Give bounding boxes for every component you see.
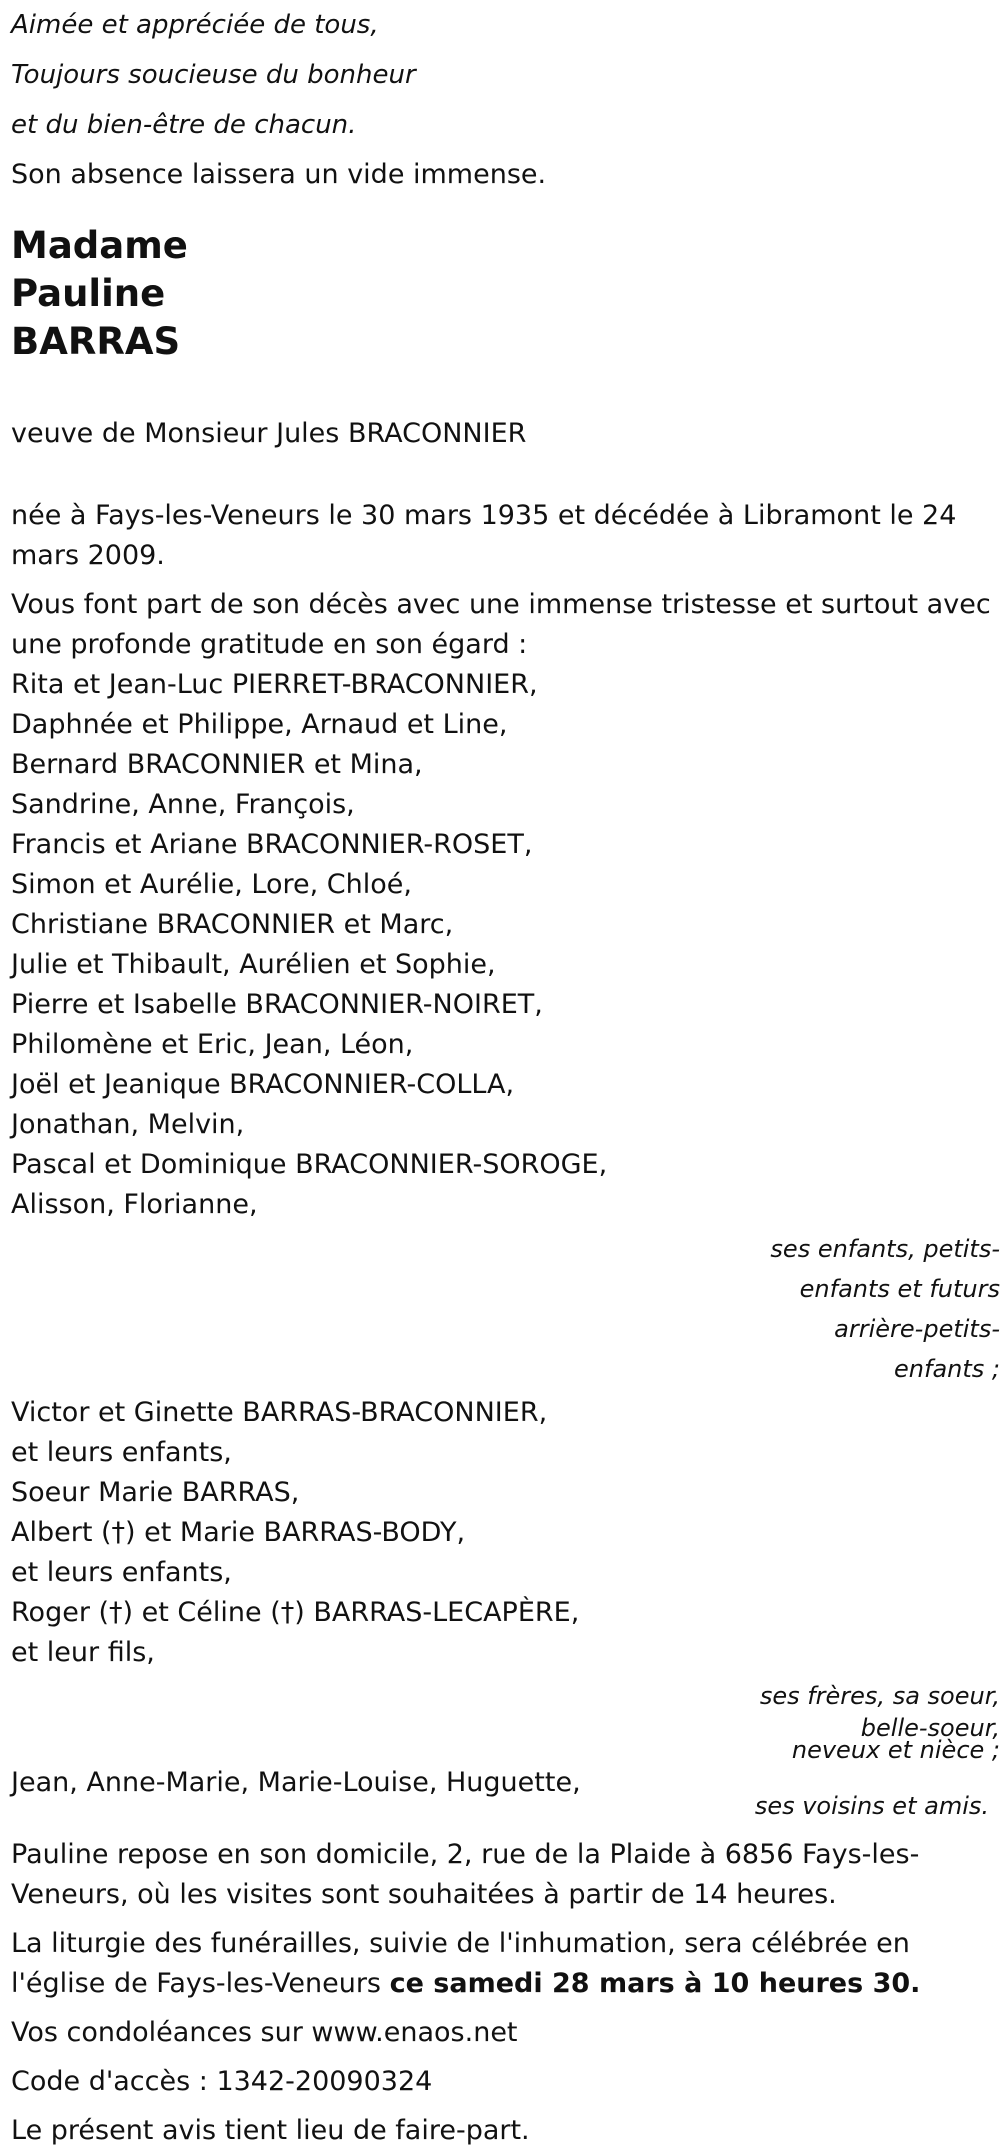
relation-line: enfants ; bbox=[894, 1355, 1000, 1383]
list-item: Simon et Aurélie, Lore, Chloé, bbox=[11, 869, 412, 900]
list-item: Victor et Ginette BARRAS-BRACONNIER, bbox=[11, 1397, 548, 1428]
list-item: Bernard BRACONNIER et Mina, bbox=[11, 749, 423, 780]
list-item: Francis et Ariane BRACONNIER-ROSET, bbox=[11, 829, 533, 860]
verse bbox=[11, 0, 1000, 200]
birth-death-text: née à Fays-les-Veneurs le 30 mars 1935 et décédée à Libramont le 24 mars 2009. bbox=[11, 500, 957, 571]
list-item: Pierre et Isabelle BRACONNIER-NOIRET, bbox=[11, 989, 543, 1020]
list-item: Albert (†) et Marie BARRAS-BODY, bbox=[11, 1517, 466, 1548]
condolences-text: Vos condoléances sur www.enaos.net bbox=[11, 2017, 518, 2048]
verse-line: Aimée et appréciée de tous, bbox=[11, 10, 379, 40]
list-item: Joël et Jeanique BRACONNIER-COLLA, bbox=[11, 1069, 515, 1100]
verse-line: et du bien-être de chacun. bbox=[11, 110, 357, 140]
announcement-text: Vous font part de son décès avec une immense tristesse et surtout avec une profonde gratitude en son égard : bbox=[11, 589, 991, 660]
relation-line: ses frères, sa soeur, bbox=[759, 1682, 1000, 1710]
list-item: Daphnée et Philippe, Arnaud et Line, bbox=[11, 709, 508, 740]
neighbours-row bbox=[11, 1761, 1000, 1821]
siblings-relation bbox=[11, 1675, 1000, 1764]
relation-line: arrière-petits- bbox=[834, 1315, 1000, 1343]
list-item: Pascal et Dominique BRACONNIER-SOROGE, bbox=[11, 1149, 608, 1180]
list-item: Soeur Marie BARRAS, bbox=[11, 1477, 300, 1508]
relation-line: enfants et futurs bbox=[799, 1275, 1000, 1303]
verse-line: Toujours soucieuse du bonheur bbox=[11, 60, 416, 90]
deceased-last-name: BARRAS bbox=[11, 320, 181, 363]
deceased-title: Madame bbox=[11, 224, 188, 267]
liturgy-date: ce samedi 28 mars à 10 heures 30. bbox=[389, 1968, 921, 1999]
relation-line: ses enfants, petits- bbox=[770, 1235, 1000, 1263]
list-item: Philomène et Eric, Jean, Léon, bbox=[11, 1029, 414, 1060]
list-item: Jonathan, Melvin, bbox=[11, 1109, 245, 1140]
widow-of: veuve de Monsieur Jules BRACONNIER bbox=[11, 418, 527, 449]
verse-line: Son absence laissera un vide immense. bbox=[11, 159, 547, 190]
children-relation bbox=[11, 1229, 1000, 1389]
notice-text: Le présent avis tient lieu de faire-part. bbox=[11, 2115, 530, 2146]
list-item: Roger (†) et Céline (†) BARRAS-LECAPÈRE, bbox=[11, 1597, 580, 1628]
siblings-list bbox=[11, 1393, 1000, 1673]
list-item: Rita et Jean-Luc PIERRET-BRACONNIER, bbox=[11, 669, 538, 700]
neighbours-list: Jean, Anne-Marie, Marie-Louise, Huguette, bbox=[11, 1767, 581, 1798]
deceased-name bbox=[11, 222, 1000, 366]
list-item: Alisson, Florianne, bbox=[11, 1189, 258, 1220]
relation-line: neveux et nièce ; bbox=[791, 1736, 1000, 1764]
children-list bbox=[11, 665, 1000, 1225]
list-item: et leurs enfants, bbox=[11, 1557, 232, 1588]
list-item: et leur fils, bbox=[11, 1637, 155, 1668]
list-item: Julie et Thibault, Aurélien et Sophie, bbox=[11, 949, 496, 980]
liturgy-body: La liturgie des funérailles, suivie de l'inhumation, sera célébrée en l'église de Fays-les-Veneurs bbox=[11, 1928, 910, 1999]
list-item: et leurs enfants, bbox=[11, 1437, 232, 1468]
neighbours-relation: ses voisins et amis. bbox=[754, 1792, 989, 1820]
access-code-text: Code d'accès : 1342-20090324 bbox=[11, 2066, 433, 2097]
liturgy-text bbox=[11, 1924, 1000, 2004]
rest-text: Pauline repose en son domicile, 2, rue de la Plaide à 6856 Fays-les-Veneurs, où les visites sont souhaitées à partir de 14 heures. bbox=[11, 1839, 920, 1910]
list-item: Sandrine, Anne, François, bbox=[11, 789, 355, 820]
deceased-first-name: Pauline bbox=[11, 272, 166, 315]
list-item: Christiane BRACONNIER et Marc, bbox=[11, 909, 454, 940]
relation-line: belle-soeur, bbox=[860, 1714, 1000, 1742]
